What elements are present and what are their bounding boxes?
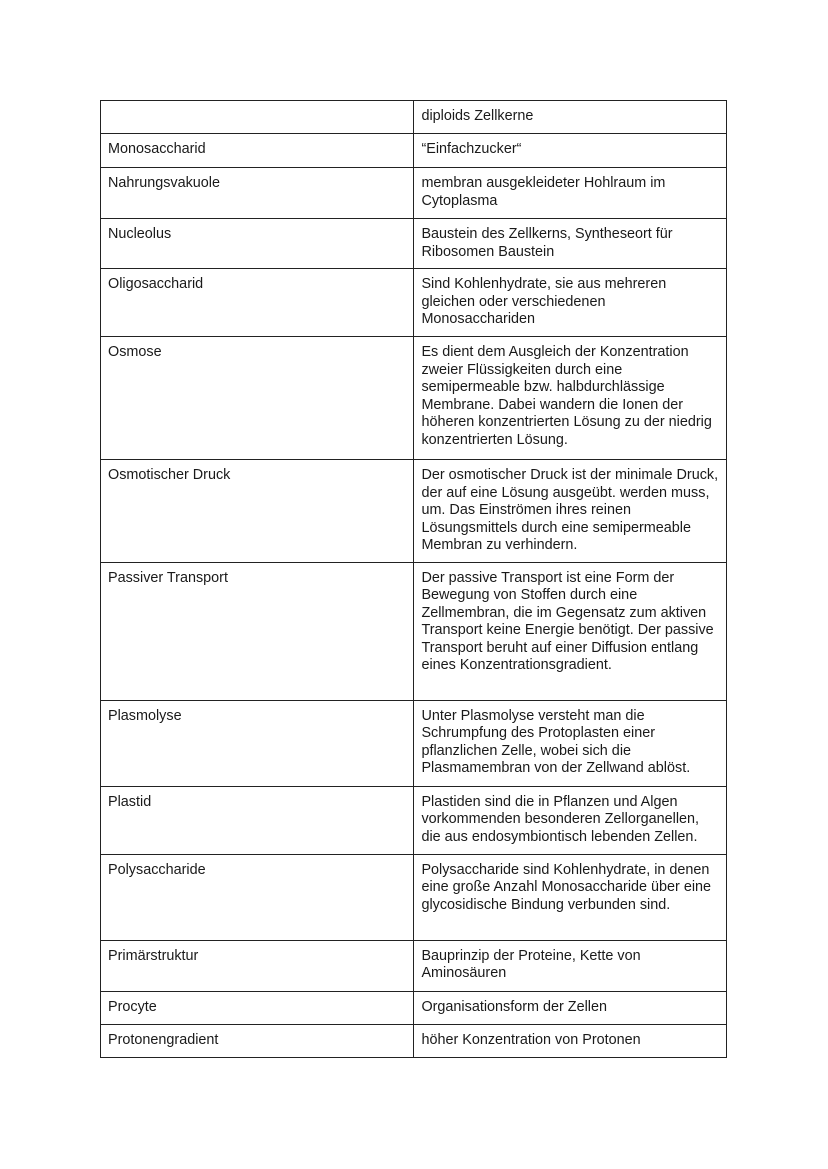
term-cell: Passiver Transport <box>101 562 414 700</box>
definition-cell: Plastiden sind die in Pflanzen und Algen vorkommenden besonderen Zellorganellen, die aus endosymbiontisch lebenden Zellen. <box>414 786 727 854</box>
table-row <box>101 269 727 337</box>
table-row <box>101 854 727 940</box>
term-cell <box>101 101 414 134</box>
table-row <box>101 460 727 563</box>
definition-cell: Organisationsform der Zellen <box>414 991 727 1024</box>
term-cell: Osmotischer Druck <box>101 460 414 563</box>
definition-cell: “Einfachzucker“ <box>414 134 727 168</box>
term-cell: Nahrungsvakuole <box>101 168 414 219</box>
definition-cell: Baustein des Zellkerns, Syntheseort für Ribosomen Baustein <box>414 219 727 269</box>
definition-cell: diploids Zellkerne <box>414 101 727 134</box>
definition-cell: Der osmotischer Druck ist der minimale Druck, der auf eine Lösung ausgeübt. werden muss, um. Das Einströmen ihres reinen Lösungsmittels durch eine semipermeable Membran zu verhindern. <box>414 460 727 563</box>
term-cell: Nucleolus <box>101 219 414 269</box>
term-cell: Primärstruktur <box>101 940 414 991</box>
definition-cell: Bauprinzip der Proteine, Kette von Aminosäuren <box>414 940 727 991</box>
term-cell: Plastid <box>101 786 414 854</box>
term-cell: Oligosaccharid <box>101 269 414 337</box>
definition-cell: Polysaccharide sind Kohlenhydrate, in denen eine große Anzahl Monosaccharide über eine glycosidische Bindung verbunden sind. <box>414 854 727 940</box>
table-row <box>101 991 727 1024</box>
definition-cell: Sind Kohlenhydrate, sie aus mehreren gleichen oder verschiedenen Monosacchariden <box>414 269 727 337</box>
table-row <box>101 940 727 991</box>
table-row <box>101 1024 727 1057</box>
term-cell: Monosaccharid <box>101 134 414 168</box>
definition-cell: Unter Plasmolyse versteht man die Schrumpfung des Protoplasten einer pflanzlichen Zelle, wobei sich die Plasmamembran von der Zellwand ablöst. <box>414 700 727 786</box>
definition-cell: Es dient dem Ausgleich der Konzentration zweier Flüssigkeiten durch eine semipermeable bzw. halbdurchlässige Membrane. Dabei wandern die Ionen der höheren konzentrierten Lösung zu der niedrig konzentrierten Lösung. <box>414 337 727 460</box>
term-cell: Osmose <box>101 337 414 460</box>
table-row <box>101 168 727 219</box>
term-cell: Protonengradient <box>101 1024 414 1057</box>
glossary-table <box>100 100 727 1058</box>
table-row <box>101 562 727 700</box>
term-cell: Polysaccharide <box>101 854 414 940</box>
table-row <box>101 101 727 134</box>
definition-cell: höher Konzentration von Protonen <box>414 1024 727 1057</box>
table-row <box>101 337 727 460</box>
table-row <box>101 219 727 269</box>
definition-cell: membran ausgekleideter Hohlraum im Cytoplasma <box>414 168 727 219</box>
term-cell: Plasmolyse <box>101 700 414 786</box>
table-row <box>101 700 727 786</box>
table-row <box>101 134 727 168</box>
definition-cell: Der passive Transport ist eine Form der Bewegung von Stoffen durch eine Zellmembran, die im Gegensatz zum aktiven Transport keine Energie benötigt. Der passive Transport beruht auf einer Diffusion entlang eines Konzentrationsgradient. <box>414 562 727 700</box>
table-row <box>101 786 727 854</box>
term-cell: Procyte <box>101 991 414 1024</box>
